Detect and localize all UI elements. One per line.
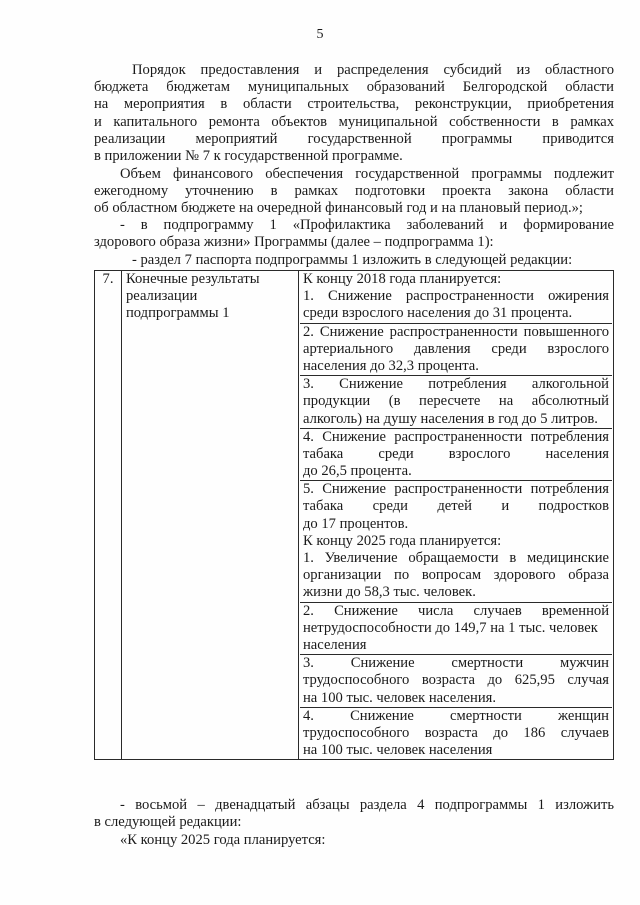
result-line: на 100 тыс. человек населения. [303,689,497,706]
result-line: 4. Снижение смертности женщин [303,707,609,724]
result-item [300,324,612,377]
text-line: - раздел 7 паспорта подпрограммы 1 изложить в следующей редакции: [132,252,573,268]
result-line: нетрудоспособности до 149,7 на 1 тыс. человек [303,619,598,636]
paragraph-section7 [94,252,614,269]
text-line: бюджета бюджетам муниципальных образований Белгородской области [94,79,614,96]
text-line: и капитального ремонта объектов муниципальной собственности в рамках [94,113,614,130]
paragraph-quote [94,832,614,849]
result-line: до 17 процентов. [303,515,409,532]
table-row [95,271,614,760]
paragraph-abzacy [94,797,614,831]
result-item [300,429,612,482]
result-line: табака среди взрослого населения [303,445,609,462]
result-line: табака среди детей и подростков [303,498,609,515]
result-item [300,655,612,708]
result-line: среди взрослого населения до 31 процента. [303,305,573,322]
result-line: артериального давления среди взрослого [303,340,609,357]
result-line: 2. Снижение числа случаев временной [303,602,609,619]
label-line: реализации [126,288,198,305]
text-line: Объем финансового обеспечения государственной программы подлежит [120,166,614,182]
result-line: 5. Снижение распространенности потребления [303,481,609,498]
page-number: 5 [316,27,324,42]
results-table [94,270,614,760]
paragraph-financing [94,166,614,218]
result-item [300,376,612,429]
row-number: 7. [102,271,114,287]
text-line: в приложении № 7 к государственной программе. [94,147,403,164]
text-line: «К концу 2025 года планируется: [120,832,326,848]
result-line: 2. Снижение распространенности повышенного [303,323,609,340]
text-line: реализации мероприятий государственной программы приводится [94,130,614,147]
result-line: 4. Снижение распространенности потребления [303,428,609,445]
label-line: подпрограммы 1 [126,305,230,322]
text-line: - восьмой – двенадцатый абзацы раздела 4 подпрограммы 1 изложить [120,797,614,813]
row-number-cell [95,271,122,760]
text-line: в следующей редакции: [94,814,242,831]
result-line: трудоспособного возраста до 186 случаев [303,724,609,741]
result-line: до 26,5 процента. [303,463,412,480]
result-item [300,481,612,602]
result-line: продукции (в пересчете на абсолютный [303,393,609,410]
result-line: на 100 тыс. человек населения [303,742,493,759]
result-line: К концу 2018 года планируется: [303,271,502,287]
paragraph-subsidies [94,62,614,165]
result-line: жизни до 58,3 тыс. человек. [303,584,476,601]
result-item [300,271,612,324]
text-line: - в подпрограмму 1 «Профилактика заболеваний и формирование [120,217,614,233]
result-line: населения до 32,3 процента. [303,357,479,374]
label-line: Конечные результаты [126,271,260,287]
result-line: К концу 2025 года планируется: [303,532,502,549]
label-cell [122,271,299,760]
text-line: на мероприятия в области строительства, реконструкции, приобретения [94,96,614,113]
result-item [300,603,612,656]
text-line: ежегодному уточнению в рамках подготовки проекта закона области [94,183,614,200]
result-line: населения [303,636,367,653]
text-line: об областном бюджете на очередной финансовый год и на плановый период.»; [94,200,583,217]
paragraph-subprogram [94,217,614,251]
text-line: здорового образа жизни» Программы (далее – подпрограмма 1): [94,234,494,251]
results-cell [299,271,614,760]
result-line: организации по вопросам здорового образа [303,567,609,584]
result-line: алкоголь) на душу населения в год до 5 литров. [303,410,598,427]
text-line: Порядок предоставления и распределения субсидий из областного [132,62,614,78]
result-item [300,708,612,760]
result-line: 1. Снижение распространенности ожирения [303,288,609,305]
result-line: трудоспособного возраста до 625,95 случая [303,672,609,689]
result-line: 3. Снижение смертности мужчин [303,655,609,672]
result-line: 1. Увеличение обращаемости в медицинские [303,550,609,566]
result-line: 3. Снижение потребления алкогольной [303,376,609,393]
